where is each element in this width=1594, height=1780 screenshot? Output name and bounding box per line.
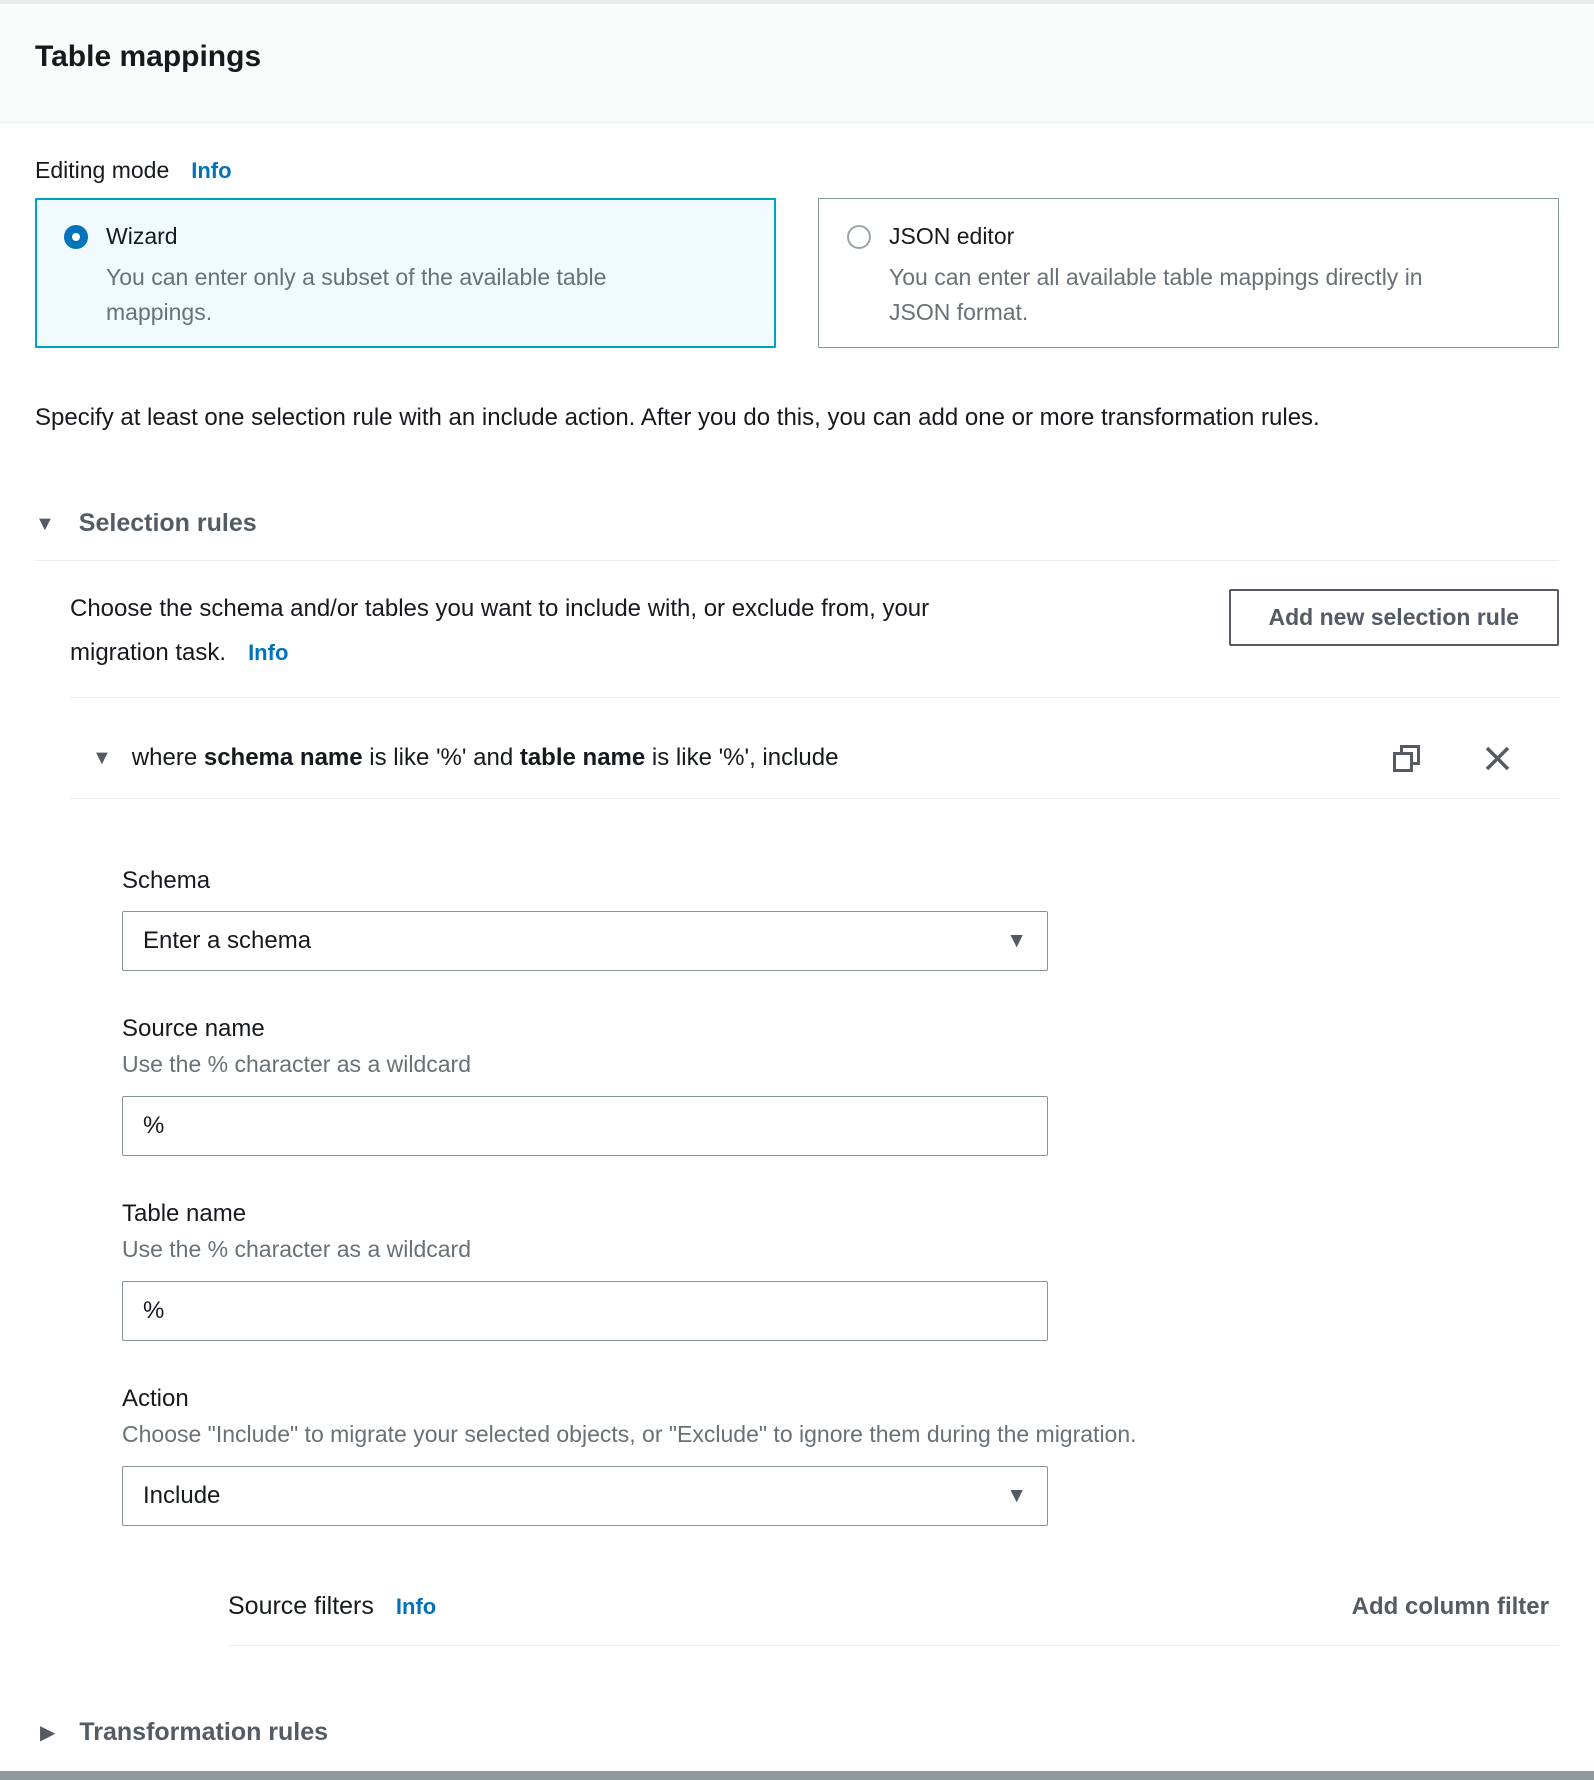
editing-mode-label: Editing mode [35,157,170,183]
wizard-radio-icon[interactable] [64,225,88,249]
selection-rules-description-text: Choose the schema and/or tables you want to include with, or exclude from, your migration task. [70,595,930,666]
selection-rules-header[interactable] [35,509,1559,561]
table-name-label: Table name [122,1200,247,1227]
editing-mode-info-link[interactable]: Info [191,158,232,183]
source-name-label: Source name [122,1015,265,1042]
table-name-helper: Use the % character as a wildcard [122,1236,471,1262]
action-label: Action [122,1385,189,1412]
copy-icon [1393,745,1420,772]
rule-actions [1393,745,1511,772]
copy-rule-button[interactable] [1393,745,1420,772]
panel-header [0,0,1594,123]
selection-rules-body [35,587,1559,1646]
wizard-option-label: Wizard [106,223,178,249]
source-filters-header [228,1592,436,1621]
rule-summary-suffix: is like '%', include [645,744,839,771]
schema-select[interactable] [122,911,1048,971]
rule-summary-prefix: where [131,744,204,771]
bottom-divider-bar [0,1771,1594,1780]
page-title: Table mappings [35,40,262,73]
source-filters-info-link[interactable]: Info [395,1594,437,1619]
source-filters-row [228,1592,1559,1621]
rule-summary-schema: schema name [203,744,363,771]
editing-mode-row [35,157,1559,184]
schema-field-group [122,867,1559,971]
chevron-down-icon[interactable]: ▼ [35,512,55,535]
selection-rules-info-link[interactable]: Info [248,640,289,665]
schema-label: Schema [122,867,211,894]
source-name-field-group [122,1015,1559,1156]
json-editor-option-label: JSON editor [889,223,1015,249]
json-editor-option-description: You can enter all available table mappings directly in JSON format. [889,264,1423,325]
selection-rule-summary-row [70,744,1559,799]
source-name-helper: Use the % character as a wildcard [122,1051,471,1077]
wizard-option-card[interactable] [35,198,776,348]
selection-rules-description [70,587,990,675]
action-helper: Choose "Include" to migrate your selected objects, or "Exclude" to ignore them during the migration. [122,1421,1137,1447]
transformation-rules-title: Transformation rules [79,1718,329,1746]
wizard-option-description: You can enter only a subset of the available table mappings. [106,264,607,325]
json-editor-radio-icon[interactable] [847,225,871,249]
action-field-group [122,1385,1559,1526]
source-filters-divider [228,1645,1559,1646]
table-name-input[interactable] [122,1281,1048,1341]
panel-content [0,157,1594,1747]
chevron-down-icon: ▼ [1006,1484,1027,1507]
wizard-option-top [64,223,747,250]
action-select[interactable] [122,1466,1048,1526]
source-name-input[interactable] [122,1096,1048,1156]
remove-rule-button[interactable] [1484,745,1511,772]
selection-rules-title: Selection rules [78,509,257,537]
rule-summary-middle: is like '%' and [362,744,520,771]
selection-rule-form [122,867,1559,1646]
json-editor-option-card[interactable] [818,198,1559,348]
action-select-value: Include [143,1482,221,1509]
source-filters-label: Source filters [228,1592,374,1620]
editing-mode-options [35,198,1559,348]
schema-select-value: Enter a schema [143,927,312,954]
chevron-down-icon: ▼ [1006,929,1027,952]
selection-rules-desc-row [70,587,1559,698]
close-icon [1484,745,1511,772]
add-new-selection-rule-button[interactable]: Add new selection rule [1229,589,1560,646]
chevron-right-icon[interactable]: ▶ [40,1721,56,1744]
json-editor-option-top [847,223,1530,250]
table-name-field-group [122,1200,1559,1341]
transformation-rules-header[interactable] [40,1718,1559,1747]
rule-summary-text [132,744,839,772]
rule-summary-table: table name [519,744,646,771]
intro-text: Specify at least one selection rule with an include action. After you do this, you can add one or more transformation rules. [35,404,1320,431]
add-column-filter-button[interactable]: Add column filter [1351,1592,1549,1620]
rule-chevron-down-icon[interactable]: ▼ [92,746,112,769]
